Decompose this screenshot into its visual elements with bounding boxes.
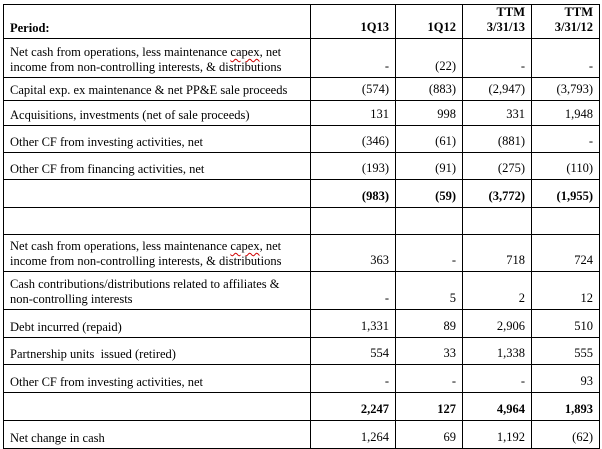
spacer-row (4, 208, 600, 235)
cell-value: (62) (532, 421, 600, 449)
col-header-ttm-label: TTM (496, 5, 525, 19)
period-header: Period: (4, 5, 311, 39)
row-label: Acquisitions, investments (net of sale proceeds) (4, 101, 311, 126)
row-label (4, 39, 311, 78)
subtotal-value: (1,955) (532, 180, 600, 208)
cell-value: (275) (463, 153, 532, 180)
subtotal-value: (59) (396, 180, 463, 208)
table-row (4, 421, 600, 449)
subtotal-value: (3,772) (463, 180, 532, 208)
table-row (4, 365, 600, 393)
subtotal-value: 127 (396, 393, 463, 421)
row-label-text: , net income from non-controlling interests, & distributions (10, 45, 282, 74)
cell-value (532, 208, 600, 235)
table-row (4, 235, 600, 272)
cell-value: 69 (396, 421, 463, 449)
cell-value: (346) (311, 126, 396, 153)
table-row (4, 101, 600, 126)
row-label: Other CF from financing activities, net (4, 153, 311, 180)
subtotal-row (4, 393, 600, 421)
table-row (4, 338, 600, 365)
cell-value: 93 (532, 365, 600, 393)
table-row (4, 272, 600, 310)
cell-value: 5 (396, 272, 463, 310)
cell-value: (881) (463, 126, 532, 153)
subtotal-value: 2,247 (311, 393, 396, 421)
cell-value: 2,906 (463, 310, 532, 338)
cell-value: 331 (463, 101, 532, 126)
row-label (4, 393, 311, 421)
row-label-text: Net cash from operations, less maintenance (10, 239, 231, 253)
cell-value: (574) (311, 78, 396, 101)
cell-value: (883) (396, 78, 463, 101)
cell-value: 1,948 (532, 101, 600, 126)
row-label: Partnership units issued (retired) (4, 338, 311, 365)
row-label (4, 235, 311, 272)
cell-value: 998 (396, 101, 463, 126)
cell-value: 12 (532, 272, 600, 310)
cell-value: 33 (396, 338, 463, 365)
cell-value: - (463, 365, 532, 393)
cell-value: (22) (396, 39, 463, 78)
cell-value: (193) (311, 153, 396, 180)
table-row (4, 310, 600, 338)
cell-value: (3,793) (532, 78, 600, 101)
row-label-flagged-word: capex (230, 45, 260, 59)
row-label: Debt incurred (repaid) (4, 310, 311, 338)
cash-flow-table (3, 4, 600, 449)
row-label: Capital exp. ex maintenance & net PP&E sale proceeds (4, 78, 311, 101)
cell-value: - (396, 235, 463, 272)
cell-value: 724 (532, 235, 600, 272)
cell-value: - (311, 365, 396, 393)
col-header-1q13: 1Q13 (311, 5, 396, 39)
cell-value: 718 (463, 235, 532, 272)
cell-value: (110) (532, 153, 600, 180)
subtotal-row (4, 180, 600, 208)
table-row (4, 39, 600, 78)
subtotal-value: 1,893 (532, 393, 600, 421)
cell-value: (91) (396, 153, 463, 180)
cell-value: (2,947) (463, 78, 532, 101)
subtotal-value: 4,964 (463, 393, 532, 421)
cell-value: 2 (463, 272, 532, 310)
col-header-ttm-date: 3/31/12 (554, 20, 593, 34)
row-label: Other CF from investing activities, net (4, 365, 311, 393)
cell-value (396, 208, 463, 235)
cell-value: 1,264 (311, 421, 396, 449)
cell-value: - (532, 39, 600, 78)
cell-value (463, 208, 532, 235)
cell-value: 1,331 (311, 310, 396, 338)
cell-value: 1,192 (463, 421, 532, 449)
col-header-ttm-3-31-13 (463, 5, 532, 39)
cell-value: 363 (311, 235, 396, 272)
cell-value: - (311, 272, 396, 310)
row-label-text: , net income from non-controlling interests, & distributions (10, 239, 282, 268)
col-header-ttm-label: TTM (564, 5, 593, 19)
col-header-ttm-date: 3/31/13 (486, 20, 525, 34)
cell-value: 554 (311, 338, 396, 365)
row-label: Other CF from investing activities, net (4, 126, 311, 153)
cell-value (311, 208, 396, 235)
table-row (4, 78, 600, 101)
row-label: Cash contributions/distributions related to affiliates & non-controlling interests (4, 272, 311, 310)
cell-value: - (532, 126, 600, 153)
row-label-text: Net cash from operations, less maintenance (10, 45, 231, 59)
row-label: Net change in cash (4, 421, 311, 449)
table-row (4, 153, 600, 180)
row-label (4, 208, 311, 235)
cell-value: - (396, 365, 463, 393)
cell-value: 89 (396, 310, 463, 338)
cell-value: - (311, 39, 396, 78)
cell-value: 555 (532, 338, 600, 365)
cell-value: - (463, 39, 532, 78)
cell-value: (61) (396, 126, 463, 153)
cell-value: 131 (311, 101, 396, 126)
subtotal-value: (983) (311, 180, 396, 208)
row-label-flagged-word: capex (230, 239, 260, 253)
cell-value: 1,338 (463, 338, 532, 365)
col-header-1q12: 1Q12 (396, 5, 463, 39)
col-header-ttm-3-31-12 (532, 5, 600, 39)
cell-value: 510 (532, 310, 600, 338)
table-row (4, 126, 600, 153)
header-row (4, 5, 600, 39)
row-label (4, 180, 311, 208)
